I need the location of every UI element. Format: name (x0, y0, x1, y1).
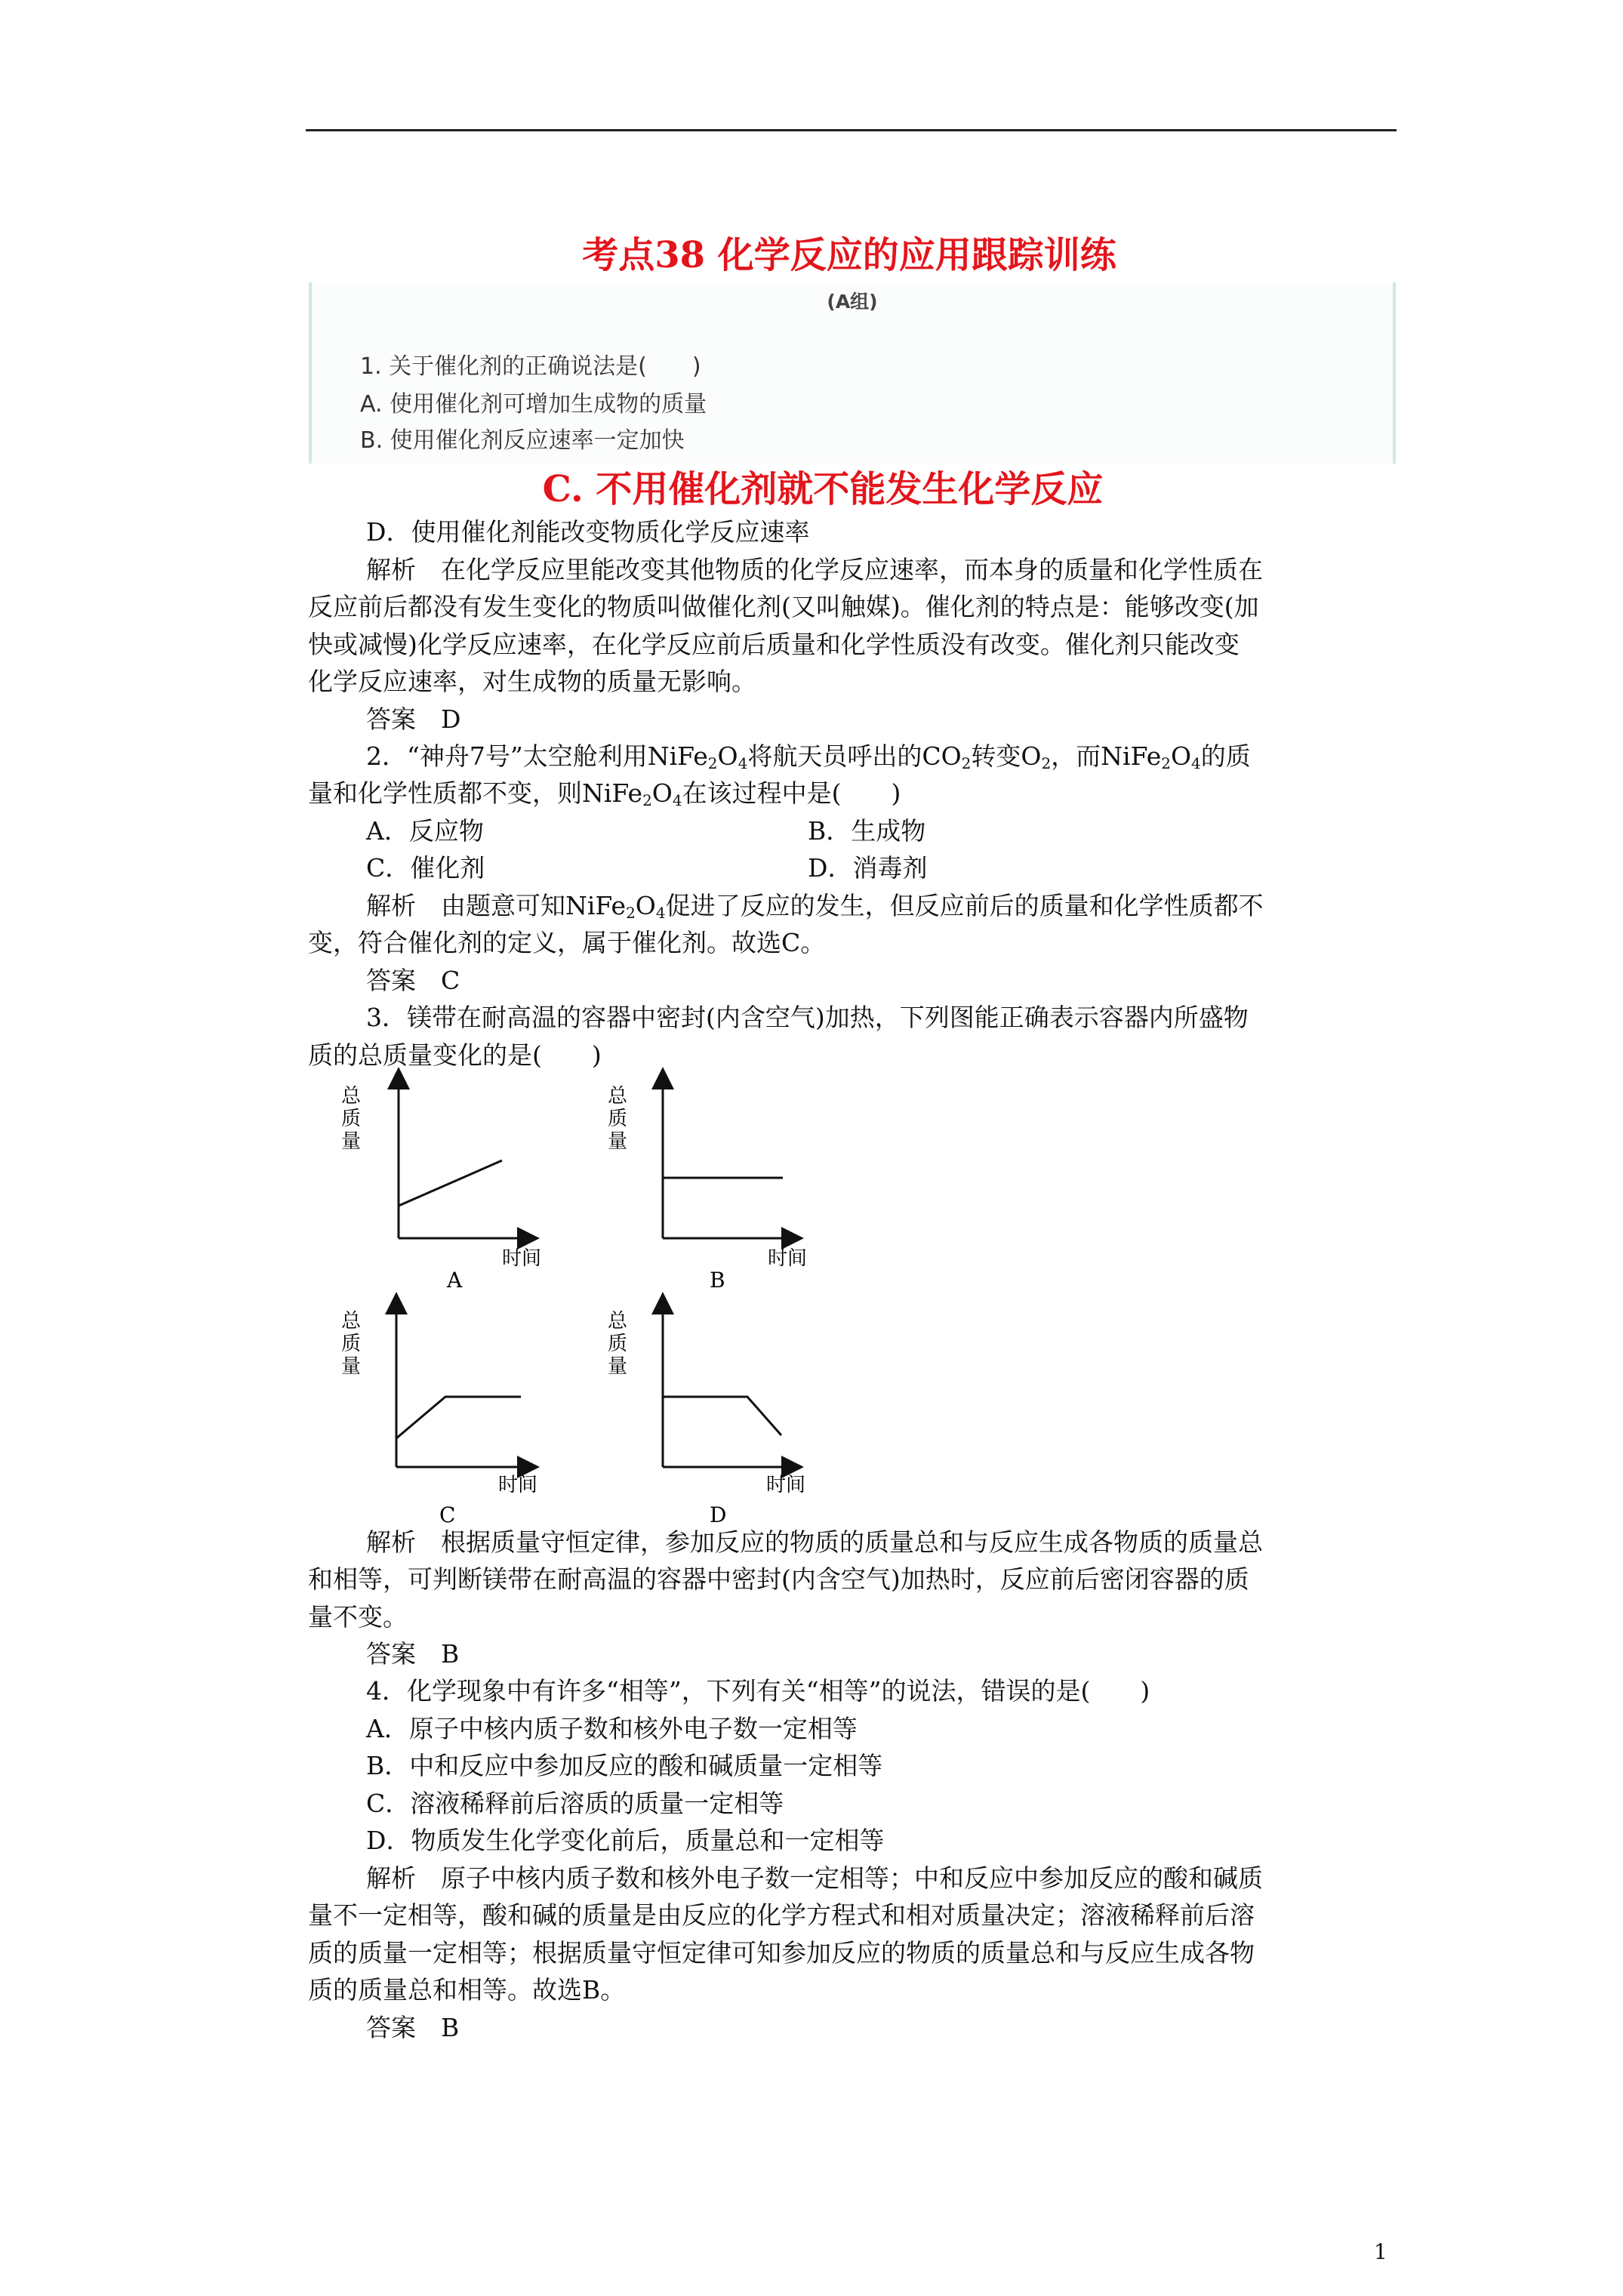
y-axis-label: 量 (341, 1130, 362, 1153)
mass-line (396, 1397, 521, 1438)
q2-option-row (366, 815, 484, 848)
q4-option-d: D．物质发生化学变化前后，质量总和一定相等 (366, 1826, 885, 1855)
header-rule (306, 129, 1397, 131)
q2-stem-line-1: 2．“神舟7号”太空舱利用$NiFe_2O_4$将航天员呼出的$CO_2$转变$O_2$，而$NiFe_2O_4$的质 (366, 741, 1251, 772)
q3-stem-line: 质的总质量变化的是( ) (308, 1040, 602, 1070)
q2-option-a: A．反应物 (366, 816, 484, 846)
q1-option-c: C. 不用催化剂就不能发生化学反应 (542, 468, 1104, 510)
embedded-question-image (309, 282, 1396, 464)
graph-b (608, 1072, 879, 1299)
mass-line (663, 1397, 781, 1435)
graph-c (325, 1297, 596, 1527)
q3-analysis-line: 解析 根据质量守恒定律，参加反应的物质的质量总和与反应生成各物质的质量总 (366, 1527, 1263, 1557)
graph-label: D (710, 1502, 727, 1527)
y-axis-label: 总 (341, 1310, 362, 1333)
y-axis-label: 总 (341, 1085, 362, 1108)
x-axis-label: 时间 (502, 1247, 542, 1270)
q4-option-b: B．中和反应中参加反应的酸和碱质量一定相等 (366, 1751, 883, 1780)
x-axis-label: 时间 (768, 1247, 808, 1270)
graph-label: A (447, 1268, 463, 1293)
y-axis-label: 量 (341, 1355, 362, 1378)
q4-analysis-line: 质的质量总和相等。故选B。 (308, 1975, 626, 2005)
q3-stem-line: 3．镁带在耐高温的容器中密封(内含空气)加热，下列图能正确表示容器内所盛物 (366, 1003, 1249, 1032)
q2-option-c: C．催化剂 (366, 853, 485, 883)
q4-option-a: A．原子中核内质子数和核外电子数一定相等 (366, 1714, 858, 1743)
q2-analysis-line-2: 变，符合催化剂的定义，属于催化剂。故选C。 (308, 928, 826, 957)
embedded-line: B. 使用催化剂反应速率一定加快 (360, 427, 685, 454)
mass-line (399, 1160, 502, 1206)
graph-d (608, 1297, 879, 1527)
embedded-line: A. 使用催化剂可增加生成物的质量 (360, 391, 707, 418)
x-axis-label: 时间 (498, 1474, 538, 1496)
q4-analysis-line: 量不一定相等，酸和碱的质量是由反应的化学方程式和相对质量决定；溶液稀释前后溶 (308, 1900, 1255, 1930)
q2-stem-line-2: 量和化学性质都不变，则$NiFe_2O_4$在该过程中是( ) (308, 778, 901, 809)
q4-answer: 答案 B (366, 2013, 460, 2042)
y-axis-label: 质 (608, 1108, 628, 1130)
q4-option-c: C．溶液稀释前后溶质的质量一定相等 (366, 1789, 784, 1818)
q1-analysis-line: 快或减慢)化学反应速率，在化学反应前后质量和化学性质没有改变。催化剂只能改变 (308, 630, 1240, 659)
embedded-line: 1. 关于催化剂的正确说法是( ) (360, 353, 701, 380)
graph-a (325, 1072, 596, 1299)
q1-analysis-line: 反应前后都没有发生变化的物质叫做催化剂(又叫触媒)。催化剂的特点是：能够改变(加 (308, 592, 1259, 621)
y-axis-label: 质 (341, 1108, 362, 1130)
q2-option-d: D．消毒剂 (808, 853, 928, 883)
q4-stem: 4．化学现象中有许多“相等”，下列有关“相等”的说法，错误的是( ) (366, 1676, 1150, 1706)
q3-analysis-line: 和相等，可判断镁带在耐高温的容器中密封(内含空气)加热时，反应前后密闭容器的质 (308, 1564, 1249, 1594)
y-axis-label: 量 (608, 1130, 628, 1153)
y-axis-label: 总 (608, 1085, 628, 1108)
q4-analysis-line: 质的质量一定相等；根据质量守恒定律可知参加反应的物质的质量总和与反应生成各物 (308, 1938, 1255, 1968)
q1-answer: 答案 D (366, 704, 461, 734)
q3-answer: 答案 B (366, 1639, 460, 1669)
graph-label: C (439, 1502, 456, 1527)
q2-analysis-line-1: 解析 由题意可知$NiFe_2O_4$促进了反应的发生，但反应前后的质量和化学性质都不 (366, 891, 1264, 922)
y-axis-label: 质 (608, 1333, 628, 1355)
y-axis-label: 量 (608, 1355, 628, 1378)
q1-analysis-line: 化学反应速率，对生成物的质量无影响。 (308, 667, 756, 696)
x-axis-label: 时间 (766, 1474, 806, 1496)
y-axis-label: 质 (341, 1333, 362, 1355)
page-title: 考点38 化学反应的应用跟踪训练 (582, 234, 1116, 276)
y-axis-label: 总 (608, 1310, 628, 1333)
q4-analysis-line: 解析 原子中核内质子数和核外电子数一定相等；中和反应中参加反应的酸和碱质 (366, 1863, 1263, 1893)
q1-option-d: D．使用催化剂能改变物质化学反应速率 (366, 517, 810, 547)
q1-analysis-line: 解析 在化学反应里能改变其他物质的化学反应速率，而本身的质量和化学性质在 (366, 555, 1263, 584)
graph-label: B (710, 1268, 725, 1293)
q3-analysis-line: 量不变。 (308, 1602, 408, 1632)
group-label: (A组) (827, 291, 878, 313)
q2-answer: 答案 C (366, 966, 460, 995)
page-number: 1 (1374, 2239, 1387, 2264)
q2-option-b: B．生成物 (808, 816, 926, 846)
